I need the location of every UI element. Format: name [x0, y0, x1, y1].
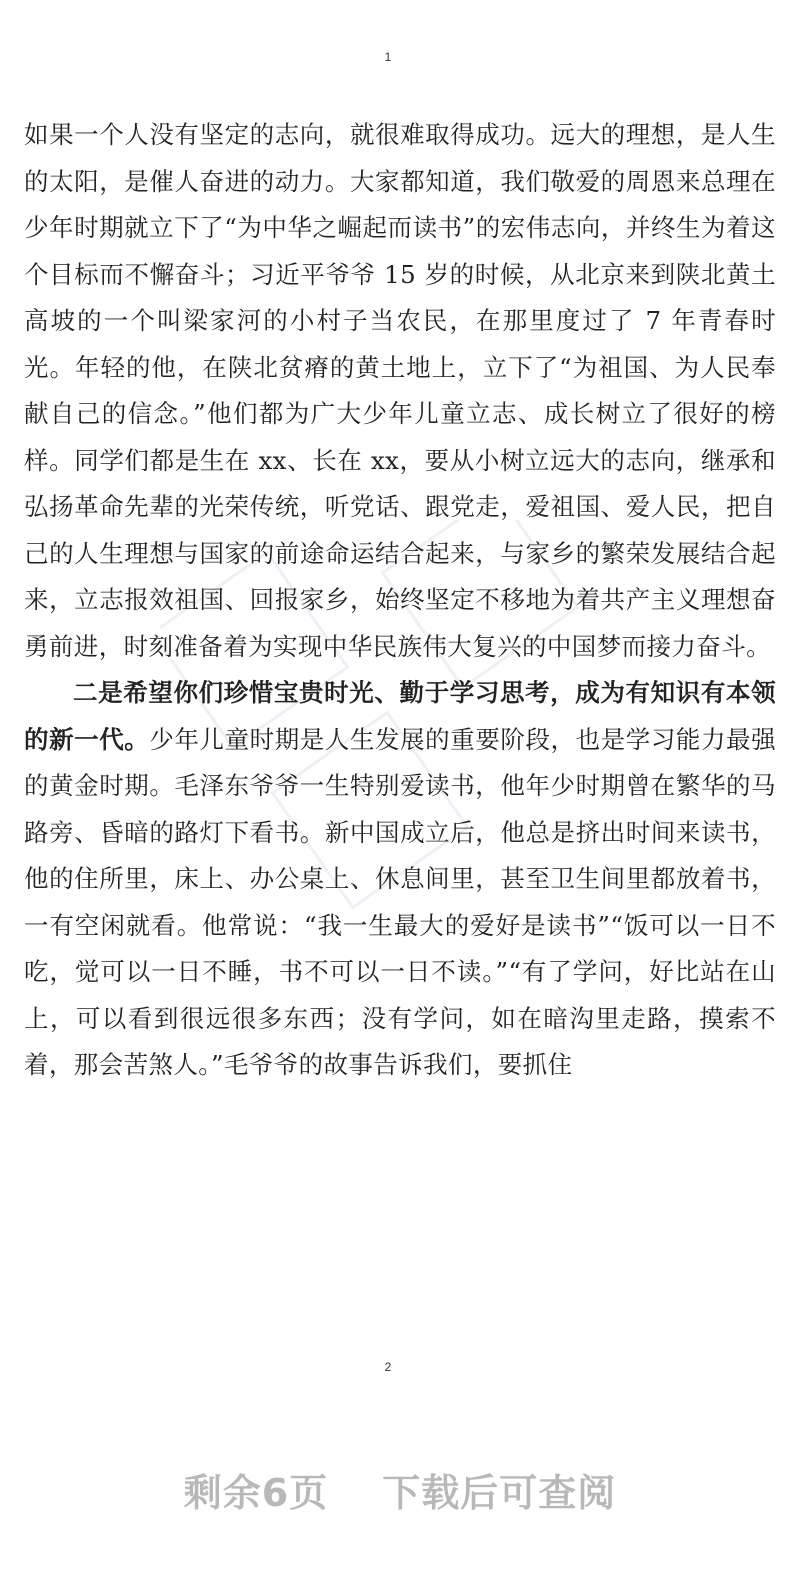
- paragraph-study-heading: 二是希望你们珍惜宝贵时光、勤于学习思考，成为有知识有本领的新一代。: [24, 678, 776, 754]
- paragraph-aspiration: 如果一个人没有坚定的志向，就很难取得成功。远大的理想，是人生的太阳，是催人奋进的动力。大家都知道，我们敬爱的周恩来总理在少年时期就立下了“为中华之崛起而读书”的宏伟志向，并终生为着这个目标而不懈奋斗；习近平爷爷 15 岁的时候，从北京来到陕北黄土高坡的一个叫梁家河的小村子当农民，在那里度过了 7 年青春时光。年轻的他，在陕北贫瘠的黄土地上，立下了“为祖国、为人民奉献自己的信念。”他们都为广大少年儿童立志、成长树立了很好的榜样。同学们都是生在 xx、长在 xx，要从小树立远大的志向，继承和弘扬革命先辈的光荣传统，听党话、跟党走，爱祖国、爱人民，把自己的人生理想与国家的前途命运结合起来，与家乡的繁荣发展结合起来，立志报效祖国、回报家乡，始终坚定不移地为着共产主义理想奋勇前进，时刻准备着为实现中华民族伟大复兴的中国梦而接力奋斗。: [24, 120, 776, 661]
- page-number-top: 1: [384, 50, 392, 64]
- paragraph-study: [24, 670, 776, 1089]
- download-banner[interactable]: [0, 1462, 800, 1517]
- page-number-bottom: 2: [384, 1360, 392, 1374]
- paragraph-study-body: 少年儿童时期是人生发展的重要阶段，也是学习能力最强的黄金时期。毛泽东爷爷一生特别爱读书，他年少时期曾在繁华的马路旁、昏暗的路灯下看书。新中国成立后，他总是挤出时间来读书，他的住所里，床上、办公桌上、休息间里，甚至卫生间里都放着书，一有空闲就看。他常说：“我一生最大的爱好是读书”“饭可以一日不吃，觉可以一日不睡，书不可以一日不读。”“有了学问，好比站在山上，可以看到很远很多东西；没有学问，如在暗沟里走路，摸索不着，那会苦煞人。”毛爷爷的故事告诉我们，要抓住: [24, 724, 777, 1079]
- remaining-pages-label: 剩余6页: [183, 1471, 329, 1515]
- download-prompt-label: 下载后可查阅: [382, 1471, 617, 1515]
- document-body: [24, 112, 776, 1089]
